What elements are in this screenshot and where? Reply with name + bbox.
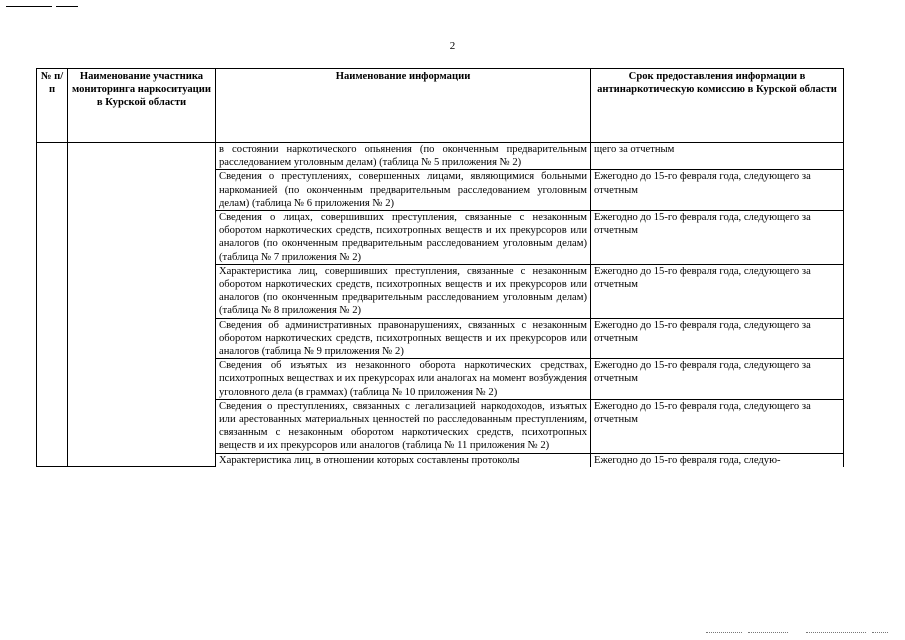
row-info: Сведения об изъятых из незаконного оборота наркотических средствах, психотропных веществах и их прекурсорах или аналогах на момент возбуждения уголовного дела (в граммах) (таблица № 10 приложения № 2) <box>216 359 591 400</box>
monitoring-table <box>36 68 844 467</box>
row-info: Сведения о лицах, совершивших преступления, связанные с незаконным оборотом наркотических средств, психотропных веществ и их прекурсоров или аналогов (по оконченным предварительным расследованием уголовным делам) (таблица № 7 приложения № 2) <box>216 211 591 265</box>
table-header-row <box>37 69 844 143</box>
row-info: Сведения о преступлениях, совершенных лицами, являющимися больными наркоманией (по оконченным предварительным расследованием уголовным делам) (таблица № 6 приложения № 2) <box>216 170 591 211</box>
header-info: Наименование информации <box>216 69 591 143</box>
corner-rule-right <box>56 6 78 7</box>
row-deadline: Ежегодно до 15-го февраля года, следующего за отчетным <box>591 399 844 453</box>
table-row <box>37 143 844 170</box>
header-deadline: Срок предоставления информации в антинаркотическую комиссию в Курской области <box>591 69 844 143</box>
row-info: Сведения об административных правонарушениях, связанных с незаконным оборотом наркотических средств, психотропных веществ и их прекурсоров или аналогов (таблица № 9 приложения № 2) <box>216 318 591 359</box>
row-info: Сведения о преступлениях, связанных с легализацией наркодоходов, изъятых или арестованных материальных ценностей по расследованным преступлениям, связанным с незаконным оборотом наркотических средств, психотропных веществ и их прекурсоров или аналогов (таблица № 11 приложения № 2) <box>216 399 591 453</box>
row-deadline: Ежегодно до 15-го февраля года, следующего за отчетным <box>591 211 844 265</box>
row-deadline: Ежегодно до 15-го февраля года, следующего за отчетным <box>591 318 844 359</box>
cell-num-merged <box>37 143 68 467</box>
header-num: № п/п <box>37 69 68 143</box>
row-deadline: щего за отчетным <box>591 143 844 170</box>
scan-artifact <box>748 632 788 634</box>
row-info: Характеристика лиц, совершивших преступления, связанные с незаконным оборотом наркотических средств, психотропных веществ и их прекурсоров или аналогов (по оконченным предварительным расследованием уголовным делам) (таблица № 8 приложения № 2) <box>216 264 591 318</box>
row-deadline: Ежегодно до 15-го февраля года, следую- <box>591 453 844 467</box>
scan-artifact <box>706 632 742 634</box>
row-deadline: Ежегодно до 15-го февраля года, следующего за отчетным <box>591 359 844 400</box>
scan-artifact <box>872 632 888 634</box>
scan-artifact <box>806 632 866 634</box>
page-number: 2 <box>449 40 456 52</box>
cell-member-merged <box>68 143 216 467</box>
header-member: Наименование участника мониторинга наркоситуации в Курской области <box>68 69 216 143</box>
row-deadline: Ежегодно до 15-го февраля года, следующего за отчетным <box>591 264 844 318</box>
row-info: Характеристика лиц, в отношении которых составлены протоколы <box>216 453 591 467</box>
row-deadline: Ежегодно до 15-го февраля года, следующего за отчетным <box>591 170 844 211</box>
row-info: в состоянии наркотического опьянения (по оконченным предварительным расследованием уголовным делам) (таблица № 5 приложения № 2) <box>216 143 591 170</box>
corner-rule-left <box>6 6 52 7</box>
